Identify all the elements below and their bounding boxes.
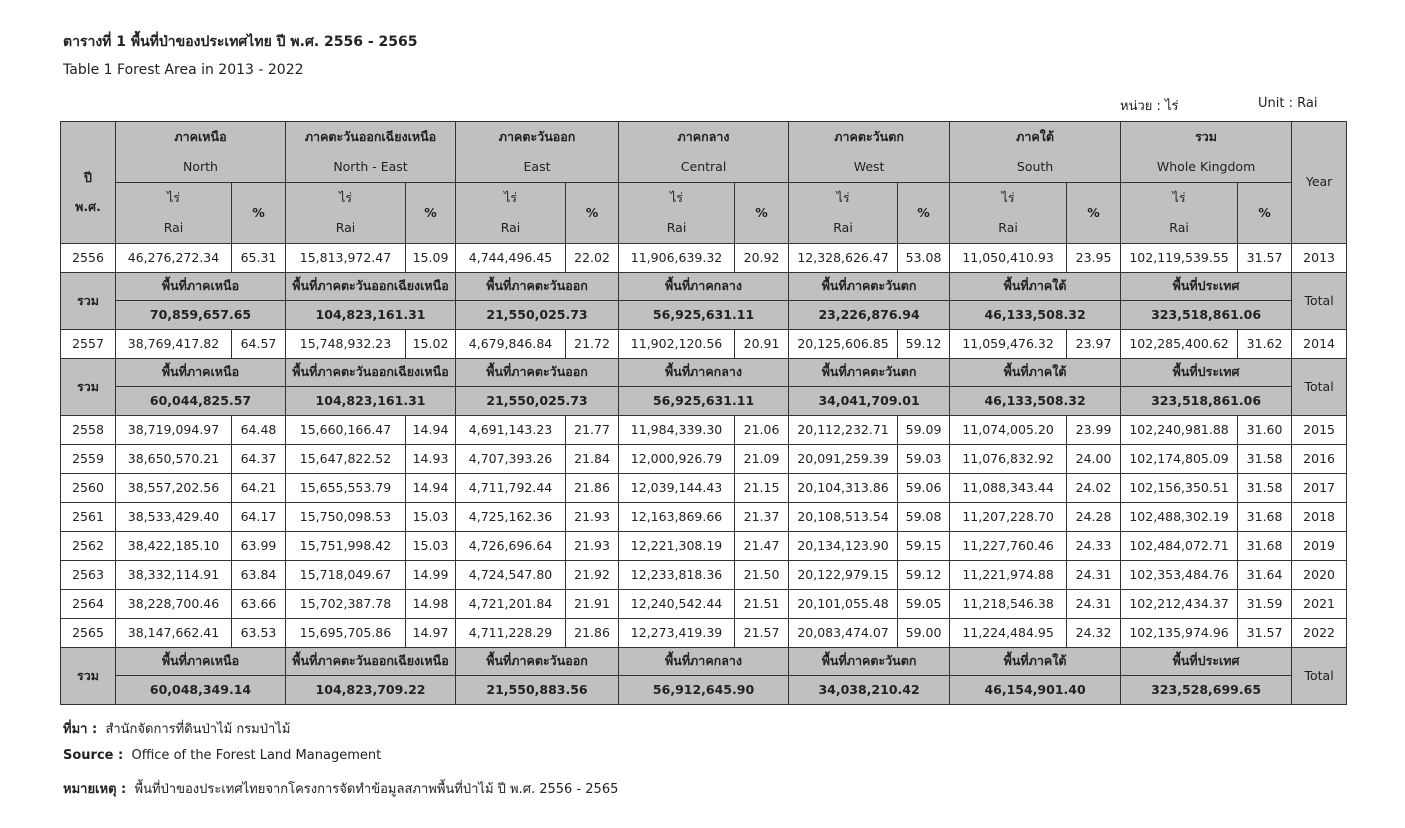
total-label-english: Total bbox=[1292, 648, 1347, 705]
total-value-cell: 46,133,508.32 bbox=[950, 387, 1121, 416]
percent-value-cell: 21.15 bbox=[735, 474, 789, 503]
percent-value-cell: 14.93 bbox=[406, 445, 456, 474]
rai-value-cell: 4,744,496.45 bbox=[456, 244, 566, 273]
total-region-label: พื้นที่ภาคใต้ bbox=[950, 648, 1121, 676]
rai-value-cell: 11,906,639.32 bbox=[619, 244, 735, 273]
table-row bbox=[61, 561, 1347, 590]
total-region-label: พื้นที่ภาคตะวันตก bbox=[789, 273, 950, 301]
percent-value-cell: 31.60 bbox=[1238, 416, 1292, 445]
percent-value-cell: 24.28 bbox=[1067, 503, 1121, 532]
rai-value-cell: 12,233,818.36 bbox=[619, 561, 735, 590]
total-value-cell: 34,041,709.01 bbox=[789, 387, 950, 416]
year-en-cell: 2018 bbox=[1292, 503, 1347, 532]
total-value-cell: 23,226,876.94 bbox=[789, 301, 950, 330]
total-value-cell: 21,550,883.56 bbox=[456, 676, 619, 705]
region-header-south: ภาคใต้ South bbox=[950, 122, 1121, 183]
percent-value-cell: 59.15 bbox=[898, 532, 950, 561]
rai-value-cell: 20,122,979.15 bbox=[789, 561, 898, 590]
rai-value-cell: 15,748,932.23 bbox=[286, 330, 406, 359]
rai-value-cell: 38,422,185.10 bbox=[116, 532, 232, 561]
percent-value-cell: 24.31 bbox=[1067, 561, 1121, 590]
percent-value-cell: 24.00 bbox=[1067, 445, 1121, 474]
rai-value-cell: 38,557,202.56 bbox=[116, 474, 232, 503]
year-th-cell: 2562 bbox=[61, 532, 116, 561]
percent-value-cell: 21.72 bbox=[566, 330, 619, 359]
year-th-cell: 2561 bbox=[61, 503, 116, 532]
percent-subheader: % bbox=[1238, 183, 1292, 244]
rai-value-cell: 20,125,606.85 bbox=[789, 330, 898, 359]
total-region-label: พื้นที่ภาคตะวันออก bbox=[456, 273, 619, 301]
rai-value-cell: 12,240,542.44 bbox=[619, 590, 735, 619]
total-value-cell: 56,925,631.11 bbox=[619, 387, 789, 416]
total-row-values bbox=[61, 301, 1347, 330]
rai-value-cell: 4,721,201.84 bbox=[456, 590, 566, 619]
rai-value-cell: 11,221,974.88 bbox=[950, 561, 1067, 590]
rai-value-cell: 102,285,400.62 bbox=[1121, 330, 1238, 359]
total-region-label: พื้นที่ประเทศ bbox=[1121, 273, 1292, 301]
rai-value-cell: 12,273,419.39 bbox=[619, 619, 735, 648]
percent-value-cell: 31.57 bbox=[1238, 619, 1292, 648]
percent-value-cell: 59.05 bbox=[898, 590, 950, 619]
percent-value-cell: 59.12 bbox=[898, 561, 950, 590]
total-region-label: พื้นที่ภาคเหนือ bbox=[116, 273, 286, 301]
percent-value-cell: 63.99 bbox=[232, 532, 286, 561]
percent-value-cell: 64.57 bbox=[232, 330, 286, 359]
percent-value-cell: 20.92 bbox=[735, 244, 789, 273]
percent-value-cell: 24.33 bbox=[1067, 532, 1121, 561]
percent-value-cell: 20.91 bbox=[735, 330, 789, 359]
percent-value-cell: 64.21 bbox=[232, 474, 286, 503]
rai-value-cell: 11,088,343.44 bbox=[950, 474, 1067, 503]
rai-value-cell: 20,134,123.90 bbox=[789, 532, 898, 561]
table-row bbox=[61, 503, 1347, 532]
total-label-english: Total bbox=[1292, 273, 1347, 330]
percent-value-cell: 24.32 bbox=[1067, 619, 1121, 648]
table-row bbox=[61, 532, 1347, 561]
percent-value-cell: 14.98 bbox=[406, 590, 456, 619]
total-label-thai: รวม bbox=[61, 648, 116, 705]
rai-value-cell: 20,101,055.48 bbox=[789, 590, 898, 619]
total-value-cell: 46,133,508.32 bbox=[950, 301, 1121, 330]
percent-value-cell: 63.53 bbox=[232, 619, 286, 648]
percent-value-cell: 24.02 bbox=[1067, 474, 1121, 503]
total-row-labels bbox=[61, 273, 1347, 301]
rai-value-cell: 38,719,094.97 bbox=[116, 416, 232, 445]
total-value-cell: 104,823,161.31 bbox=[286, 301, 456, 330]
year-th-cell: 2559 bbox=[61, 445, 116, 474]
region-header-northeast: ภาคตะวันออกเฉียงเหนือ North - East bbox=[286, 122, 456, 183]
rai-subheader: ไร่ Rai bbox=[789, 183, 898, 244]
rai-subheader: ไร่ Rai bbox=[950, 183, 1067, 244]
total-region-label: พื้นที่ภาคตะวันตก bbox=[789, 359, 950, 387]
year-th-header: ปี พ.ศ. bbox=[61, 122, 116, 244]
year-en-cell: 2019 bbox=[1292, 532, 1347, 561]
note: หมายเหตุ : พื้นที่ป่าของประเทศไทยจากโครงการจัดทำข้อมูลสภาพพื้นที่ป่าไม้ ปี พ.ศ. 2556 - 2565 bbox=[63, 782, 619, 797]
total-value-cell: 56,912,645.90 bbox=[619, 676, 789, 705]
rai-value-cell: 11,207,228.70 bbox=[950, 503, 1067, 532]
total-value-cell: 323,518,861.06 bbox=[1121, 387, 1292, 416]
percent-value-cell: 22.02 bbox=[566, 244, 619, 273]
rai-value-cell: 15,751,998.42 bbox=[286, 532, 406, 561]
percent-subheader: % bbox=[232, 183, 286, 244]
percent-value-cell: 59.03 bbox=[898, 445, 950, 474]
unit-label-english: Unit : Rai bbox=[1258, 96, 1318, 111]
year-en-cell: 2022 bbox=[1292, 619, 1347, 648]
percent-value-cell: 15.09 bbox=[406, 244, 456, 273]
total-row-labels bbox=[61, 648, 1347, 676]
percent-value-cell: 14.97 bbox=[406, 619, 456, 648]
rai-subheader: ไร่ Rai bbox=[286, 183, 406, 244]
rai-value-cell: 38,147,662.41 bbox=[116, 619, 232, 648]
percent-subheader: % bbox=[566, 183, 619, 244]
percent-value-cell: 31.68 bbox=[1238, 503, 1292, 532]
percent-subheader: % bbox=[406, 183, 456, 244]
year-en-cell: 2017 bbox=[1292, 474, 1347, 503]
rai-value-cell: 15,718,049.67 bbox=[286, 561, 406, 590]
table-row bbox=[61, 416, 1347, 445]
percent-value-cell: 21.91 bbox=[566, 590, 619, 619]
rai-value-cell: 11,984,339.30 bbox=[619, 416, 735, 445]
year-th-cell: 2558 bbox=[61, 416, 116, 445]
year-th-cell: 2564 bbox=[61, 590, 116, 619]
rai-value-cell: 20,112,232.71 bbox=[789, 416, 898, 445]
rai-value-cell: 46,276,272.34 bbox=[116, 244, 232, 273]
rai-subheader: ไร่ Rai bbox=[456, 183, 566, 244]
year-en-cell: 2021 bbox=[1292, 590, 1347, 619]
rai-value-cell: 4,711,792.44 bbox=[456, 474, 566, 503]
rai-value-cell: 38,769,417.82 bbox=[116, 330, 232, 359]
total-region-label: พื้นที่ประเทศ bbox=[1121, 359, 1292, 387]
total-region-label: พื้นที่ภาคตะวันออก bbox=[456, 648, 619, 676]
table-row bbox=[61, 244, 1347, 273]
rai-value-cell: 38,533,429.40 bbox=[116, 503, 232, 532]
rai-value-cell: 11,076,832.92 bbox=[950, 445, 1067, 474]
total-label-english: Total bbox=[1292, 359, 1347, 416]
rai-value-cell: 4,707,393.26 bbox=[456, 445, 566, 474]
rai-value-cell: 20,083,474.07 bbox=[789, 619, 898, 648]
rai-value-cell: 15,647,822.52 bbox=[286, 445, 406, 474]
total-region-label: พื้นที่ภาคตะวันออก bbox=[456, 359, 619, 387]
percent-value-cell: 65.31 bbox=[232, 244, 286, 273]
percent-value-cell: 31.58 bbox=[1238, 474, 1292, 503]
rai-value-cell: 11,074,005.20 bbox=[950, 416, 1067, 445]
year-th-cell: 2556 bbox=[61, 244, 116, 273]
percent-subheader: % bbox=[735, 183, 789, 244]
rai-value-cell: 15,695,705.86 bbox=[286, 619, 406, 648]
year-th-cell: 2557 bbox=[61, 330, 116, 359]
total-region-label: พื้นที่ภาคเหนือ bbox=[116, 648, 286, 676]
rai-value-cell: 12,328,626.47 bbox=[789, 244, 898, 273]
percent-value-cell: 21.57 bbox=[735, 619, 789, 648]
rai-value-cell: 102,174,805.09 bbox=[1121, 445, 1238, 474]
region-header-whole-kingdom: รวม Whole Kingdom bbox=[1121, 122, 1292, 183]
percent-value-cell: 21.50 bbox=[735, 561, 789, 590]
table-title-english: Table 1 Forest Area in 2013 - 2022 bbox=[63, 62, 304, 78]
percent-value-cell: 59.06 bbox=[898, 474, 950, 503]
rai-value-cell: 12,039,144.43 bbox=[619, 474, 735, 503]
percent-value-cell: 21.37 bbox=[735, 503, 789, 532]
rai-value-cell: 102,212,434.37 bbox=[1121, 590, 1238, 619]
total-region-label: พื้นที่ภาคตะวันตก bbox=[789, 648, 950, 676]
rai-value-cell: 15,750,098.53 bbox=[286, 503, 406, 532]
rai-value-cell: 11,224,484.95 bbox=[950, 619, 1067, 648]
percent-value-cell: 31.59 bbox=[1238, 590, 1292, 619]
percent-value-cell: 63.66 bbox=[232, 590, 286, 619]
year-th-cell: 2560 bbox=[61, 474, 116, 503]
total-region-label: พื้นที่ภาคกลาง bbox=[619, 359, 789, 387]
percent-value-cell: 64.48 bbox=[232, 416, 286, 445]
percent-value-cell: 31.57 bbox=[1238, 244, 1292, 273]
rai-value-cell: 15,655,553.79 bbox=[286, 474, 406, 503]
rai-value-cell: 38,650,570.21 bbox=[116, 445, 232, 474]
percent-value-cell: 15.03 bbox=[406, 503, 456, 532]
rai-value-cell: 20,091,259.39 bbox=[789, 445, 898, 474]
unit-label-thai: หน่วย : ไร่ bbox=[1120, 99, 1179, 114]
year-th-cell: 2563 bbox=[61, 561, 116, 590]
total-value-cell: 56,925,631.11 bbox=[619, 301, 789, 330]
percent-value-cell: 21.77 bbox=[566, 416, 619, 445]
percent-value-cell: 23.99 bbox=[1067, 416, 1121, 445]
percent-value-cell: 31.62 bbox=[1238, 330, 1292, 359]
percent-value-cell: 63.84 bbox=[232, 561, 286, 590]
rai-value-cell: 15,702,387.78 bbox=[286, 590, 406, 619]
rai-value-cell: 38,228,700.46 bbox=[116, 590, 232, 619]
rai-value-cell: 102,135,974.96 bbox=[1121, 619, 1238, 648]
percent-value-cell: 31.68 bbox=[1238, 532, 1292, 561]
total-region-label: พื้นที่ภาคใต้ bbox=[950, 359, 1121, 387]
table-row bbox=[61, 330, 1347, 359]
rai-value-cell: 12,163,869.66 bbox=[619, 503, 735, 532]
percent-value-cell: 21.06 bbox=[735, 416, 789, 445]
percent-value-cell: 14.94 bbox=[406, 474, 456, 503]
total-value-cell: 323,528,699.65 bbox=[1121, 676, 1292, 705]
total-value-cell: 21,550,025.73 bbox=[456, 387, 619, 416]
total-value-cell: 60,048,349.14 bbox=[116, 676, 286, 705]
percent-value-cell: 21.93 bbox=[566, 532, 619, 561]
total-value-cell: 70,859,657.65 bbox=[116, 301, 286, 330]
percent-value-cell: 21.09 bbox=[735, 445, 789, 474]
percent-value-cell: 59.12 bbox=[898, 330, 950, 359]
region-header-north: ภาคเหนือ North bbox=[116, 122, 286, 183]
percent-value-cell: 59.00 bbox=[898, 619, 950, 648]
total-row-values bbox=[61, 676, 1347, 705]
total-row-labels bbox=[61, 359, 1347, 387]
total-value-cell: 323,518,861.06 bbox=[1121, 301, 1292, 330]
table-row bbox=[61, 445, 1347, 474]
percent-value-cell: 21.86 bbox=[566, 619, 619, 648]
percent-value-cell: 15.03 bbox=[406, 532, 456, 561]
rai-value-cell: 15,813,972.47 bbox=[286, 244, 406, 273]
total-value-cell: 34,038,210.42 bbox=[789, 676, 950, 705]
percent-value-cell: 24.31 bbox=[1067, 590, 1121, 619]
rai-value-cell: 102,156,350.51 bbox=[1121, 474, 1238, 503]
table-title-thai: ตารางที่ 1 พื้นที่ป่าของประเทศไทย ปี พ.ศ. 2556 - 2565 bbox=[63, 34, 418, 50]
rai-value-cell: 102,119,539.55 bbox=[1121, 244, 1238, 273]
percent-subheader: % bbox=[898, 183, 950, 244]
table-row bbox=[61, 474, 1347, 503]
rai-value-cell: 11,902,120.56 bbox=[619, 330, 735, 359]
total-region-label: พื้นที่ภาคเหนือ bbox=[116, 359, 286, 387]
rai-value-cell: 102,484,072.71 bbox=[1121, 532, 1238, 561]
rai-value-cell: 11,227,760.46 bbox=[950, 532, 1067, 561]
percent-value-cell: 53.08 bbox=[898, 244, 950, 273]
percent-value-cell: 59.08 bbox=[898, 503, 950, 532]
total-region-label: พื้นที่ภาคกลาง bbox=[619, 648, 789, 676]
percent-value-cell: 64.37 bbox=[232, 445, 286, 474]
rai-value-cell: 4,711,228.29 bbox=[456, 619, 566, 648]
rai-value-cell: 4,679,846.84 bbox=[456, 330, 566, 359]
total-row-values bbox=[61, 387, 1347, 416]
year-en-cell: 2014 bbox=[1292, 330, 1347, 359]
rai-value-cell: 20,108,513.54 bbox=[789, 503, 898, 532]
year-en-cell: 2016 bbox=[1292, 445, 1347, 474]
forest-area-table bbox=[60, 121, 1347, 705]
table-row bbox=[61, 590, 1347, 619]
total-label-thai: รวม bbox=[61, 273, 116, 330]
percent-value-cell: 15.02 bbox=[406, 330, 456, 359]
percent-value-cell: 21.92 bbox=[566, 561, 619, 590]
rai-value-cell: 15,660,166.47 bbox=[286, 416, 406, 445]
total-value-cell: 104,823,161.31 bbox=[286, 387, 456, 416]
rai-value-cell: 38,332,114.91 bbox=[116, 561, 232, 590]
year-en-cell: 2015 bbox=[1292, 416, 1347, 445]
percent-value-cell: 21.84 bbox=[566, 445, 619, 474]
total-value-cell: 104,823,709.22 bbox=[286, 676, 456, 705]
rai-value-cell: 11,218,546.38 bbox=[950, 590, 1067, 619]
percent-value-cell: 14.94 bbox=[406, 416, 456, 445]
region-header-central: ภาคกลาง Central bbox=[619, 122, 789, 183]
region-header-west: ภาคตะวันตก West bbox=[789, 122, 950, 183]
year-en-cell: 2020 bbox=[1292, 561, 1347, 590]
total-value-cell: 46,154,901.40 bbox=[950, 676, 1121, 705]
rai-value-cell: 102,488,302.19 bbox=[1121, 503, 1238, 532]
source-thai: ที่มา : สำนักจัดการที่ดินป่าไม้ กรมป่าไม้ bbox=[63, 722, 291, 737]
percent-value-cell: 21.51 bbox=[735, 590, 789, 619]
source-english: Source : Office of the Forest Land Management bbox=[63, 748, 382, 763]
percent-value-cell: 23.97 bbox=[1067, 330, 1121, 359]
percent-value-cell: 59.09 bbox=[898, 416, 950, 445]
total-region-label: พื้นที่ภาคกลาง bbox=[619, 273, 789, 301]
region-header-east: ภาคตะวันออก East bbox=[456, 122, 619, 183]
table-row bbox=[61, 619, 1347, 648]
percent-value-cell: 14.99 bbox=[406, 561, 456, 590]
rai-value-cell: 12,221,308.19 bbox=[619, 532, 735, 561]
rai-value-cell: 11,050,410.93 bbox=[950, 244, 1067, 273]
total-label-thai: รวม bbox=[61, 359, 116, 416]
percent-value-cell: 21.86 bbox=[566, 474, 619, 503]
year-en-header: Year bbox=[1292, 122, 1347, 244]
percent-subheader: % bbox=[1067, 183, 1121, 244]
total-region-label: พื้นที่ภาคใต้ bbox=[950, 273, 1121, 301]
rai-subheader: ไร่ Rai bbox=[1121, 183, 1238, 244]
rai-value-cell: 102,353,484.76 bbox=[1121, 561, 1238, 590]
total-value-cell: 60,044,825.57 bbox=[116, 387, 286, 416]
rai-value-cell: 4,726,696.64 bbox=[456, 532, 566, 561]
rai-value-cell: 102,240,981.88 bbox=[1121, 416, 1238, 445]
total-region-label: พื้นที่ภาคตะวันออกเฉียงเหนือ bbox=[286, 359, 456, 387]
rai-subheader: ไร่ Rai bbox=[619, 183, 735, 244]
total-region-label: พื้นที่ภาคตะวันออกเฉียงเหนือ bbox=[286, 273, 456, 301]
rai-value-cell: 4,725,162.36 bbox=[456, 503, 566, 532]
percent-value-cell: 21.47 bbox=[735, 532, 789, 561]
rai-value-cell: 4,724,547.80 bbox=[456, 561, 566, 590]
year-en-cell: 2013 bbox=[1292, 244, 1347, 273]
percent-value-cell: 23.95 bbox=[1067, 244, 1121, 273]
rai-value-cell: 4,691,143.23 bbox=[456, 416, 566, 445]
rai-value-cell: 12,000,926.79 bbox=[619, 445, 735, 474]
rai-value-cell: 20,104,313.86 bbox=[789, 474, 898, 503]
percent-value-cell: 21.93 bbox=[566, 503, 619, 532]
percent-value-cell: 31.58 bbox=[1238, 445, 1292, 474]
total-region-label: พื้นที่ภาคตะวันออกเฉียงเหนือ bbox=[286, 648, 456, 676]
total-region-label: พื้นที่ประเทศ bbox=[1121, 648, 1292, 676]
year-th-cell: 2565 bbox=[61, 619, 116, 648]
percent-value-cell: 64.17 bbox=[232, 503, 286, 532]
percent-value-cell: 31.64 bbox=[1238, 561, 1292, 590]
total-value-cell: 21,550,025.73 bbox=[456, 301, 619, 330]
rai-value-cell: 11,059,476.32 bbox=[950, 330, 1067, 359]
rai-subheader: ไร่ Rai bbox=[116, 183, 232, 244]
